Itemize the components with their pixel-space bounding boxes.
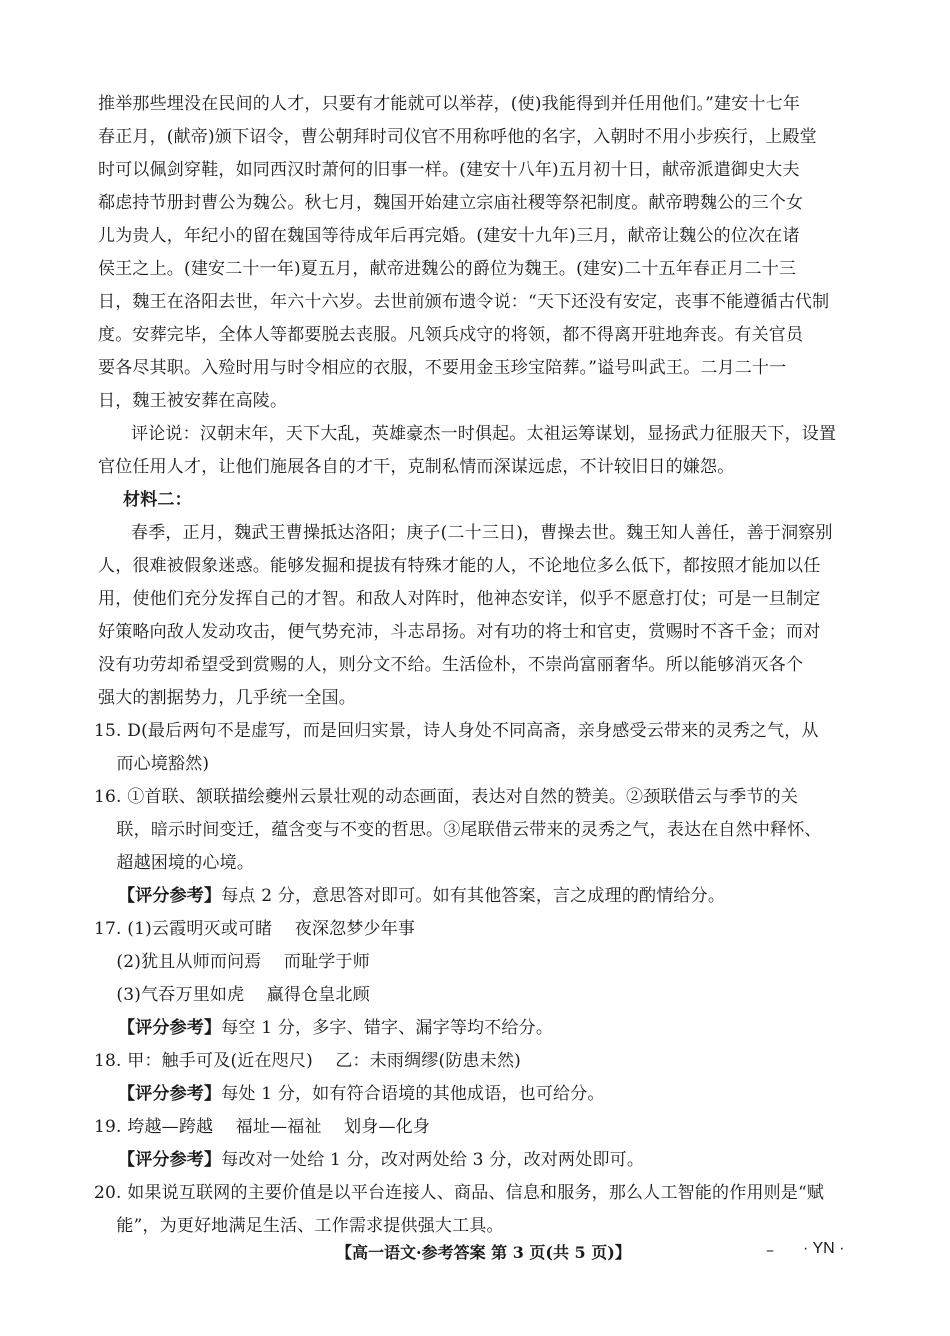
material-two-heading: 材料二：: [123, 490, 192, 510]
answer-16-cont: 联，暗示时间变迁，蕴含变与不变的哲思。③尾联借云带来的灵秀之气，表达在自然中释怀、: [94, 820, 822, 840]
comment-line: 评论说：汉朝末年，天下大乱，英雄豪杰一时俱起。太祖运筹谋划，显扬武力征服天下，设置: [131, 424, 837, 444]
body-line: 推举那些埋没在民间的人才，只要有才能就可以举荐，(使)我能得到并任用他们。”建安十七年: [98, 94, 801, 114]
body-line: 强大的割据势力，几乎统一全国。: [98, 688, 356, 708]
body-line: 度。安葬完毕，全体人等都要脱去丧服。凡领兵戍守的将领，都不得离开驻地奔丧。有关官员: [98, 325, 804, 345]
answer-15: 15. D(最后两句不是虚写，而是回归实景，诗人身处不同高斋，亲身感受云带来的灵秀之气，从: [94, 721, 819, 741]
answer-15-cont: 而心境豁然): [94, 754, 210, 774]
body-line: 时可以佩剑穿鞋，如同西汉时萧何的旧事一样。(建安十八年)五月初十日，献帝派遣御史大夫: [98, 160, 800, 180]
scoring-tag: 【评分参考】: [118, 886, 222, 906]
answer-20: 20. 如果说互联网的主要价值是以平台连接人、商品、信息和服务，那么人工智能的作用则是“赋: [94, 1183, 825, 1203]
comment-line: 官位任用人才，让他们施展各自的才干，克制私情而深谋远虑，不计较旧日的嫌怨。: [98, 457, 735, 477]
answer-17-3: (3)气吞万里如虎 赢得仓皇北顾: [94, 985, 370, 1005]
page-footer: [0, 1240, 950, 1270]
body-line: 要各尽其职。入殓时用与时令相应的衣服，不要用金玉珍宝陪葬。”谥号叫武王。二月二十一: [98, 358, 787, 378]
scoring-text: 每处 1 分，如有符合语境的其他成语，也可给分。: [221, 1084, 605, 1104]
scoring-tag: 【评分参考】: [118, 1018, 222, 1038]
footer-code: · YN ·: [803, 1240, 845, 1257]
body-line: 侯王之上。(建安二十一年)夏五月，献帝进魏公的爵位为魏王。(建安)二十五年春正月二十三: [98, 259, 797, 279]
body-line: 儿为贵人，年纪小的留在魏国等待成年后再完婚。(建安十九年)三月，献帝让魏公的位次在诸: [98, 226, 800, 246]
answer-19: 19. 垮越—跨越 福址—福祉 划身—化身: [94, 1117, 431, 1137]
scoring-note-19: [118, 1148, 644, 1172]
scoring-text: 每改对一处给 1 分，改对两处给 3 分，改对两处即可。: [221, 1150, 645, 1170]
answer-17-2: (2)犹且从师而问焉 而耻学于师: [94, 952, 370, 972]
body-line: 好策略向敌人发动攻击，便气势充沛，斗志昂扬。对有功的将士和官吏，赏赐时不吝千金；而对: [98, 622, 821, 642]
scoring-text: 每点 2 分，意思答对即可。如有其他答案，言之成理的酌情给分。: [221, 886, 726, 906]
body-line: 日，魏王在洛阳去世，年六十六岁。去世前颁布遗令说：“天下还没有安定，丧事不能遵循古代制: [98, 292, 830, 312]
scoring-text: 每空 1 分，多字、错字、漏字等均不给分。: [221, 1018, 554, 1038]
answer-18: 18. 甲：触手可及(近在咫尺) 乙：未雨绸缪(防患未然): [94, 1051, 521, 1071]
body-line: 日，魏王被安葬在高陵。: [98, 391, 288, 411]
answer-16: 16. ①首联、颔联描绘夔州云景壮观的动态画面，表达对自然的赞美。②颈联借云与季节的关: [94, 787, 799, 807]
answer-17-1: 17. (1)云霞明灭或可睹 夜深忽梦少年事: [94, 919, 416, 939]
body-line: 郗虑持节册封曹公为魏公。秋七月，魏国开始建立宗庙社稷等祭祀制度。献帝聘魏公的三个女: [98, 193, 804, 213]
footer-mark: –: [766, 1240, 774, 1259]
scoring-note-18: [118, 1082, 605, 1106]
body-line: 人，很难被假象迷惑。能够发掘和提拔有特殊才能的人，不论地位多么低下，都按照才能加以任: [98, 556, 821, 576]
footer-title: 【高一语文·参考答案 第 3 页(共 5 页)】: [336, 1243, 631, 1262]
body-line: 春正月，(献帝)颁下诏令，曹公朝拜时司仪官不用称呼他的名字，入朝时不用小步疾行，上殿堂: [98, 127, 817, 147]
answer-20-cont: 能”，为更好地满足生活、工作需求提供强大工具。: [94, 1216, 504, 1236]
scoring-tag: 【评分参考】: [118, 1150, 222, 1170]
scoring-tag: 【评分参考】: [118, 1084, 222, 1104]
body-line: 用，使他们充分发挥自己的才智。和敌人对阵时，他神态安详，似乎不愿意打仗；可是一旦制定: [98, 589, 821, 609]
answer-16-cont: 超越困境的心境。: [94, 853, 255, 873]
body-line: 没有功劳却希望受到赏赐的人，则分文不给。生活俭朴，不崇尚富丽奢华。所以能够消灭各个: [98, 655, 804, 675]
body-line: 春季，正月，魏武王曹操抵达洛阳；庚子(二十三日)，曹操去世。魏王知人善任，善于洞察别: [131, 523, 833, 543]
scoring-note-16: [118, 884, 725, 908]
scoring-note-17: [118, 1016, 553, 1040]
